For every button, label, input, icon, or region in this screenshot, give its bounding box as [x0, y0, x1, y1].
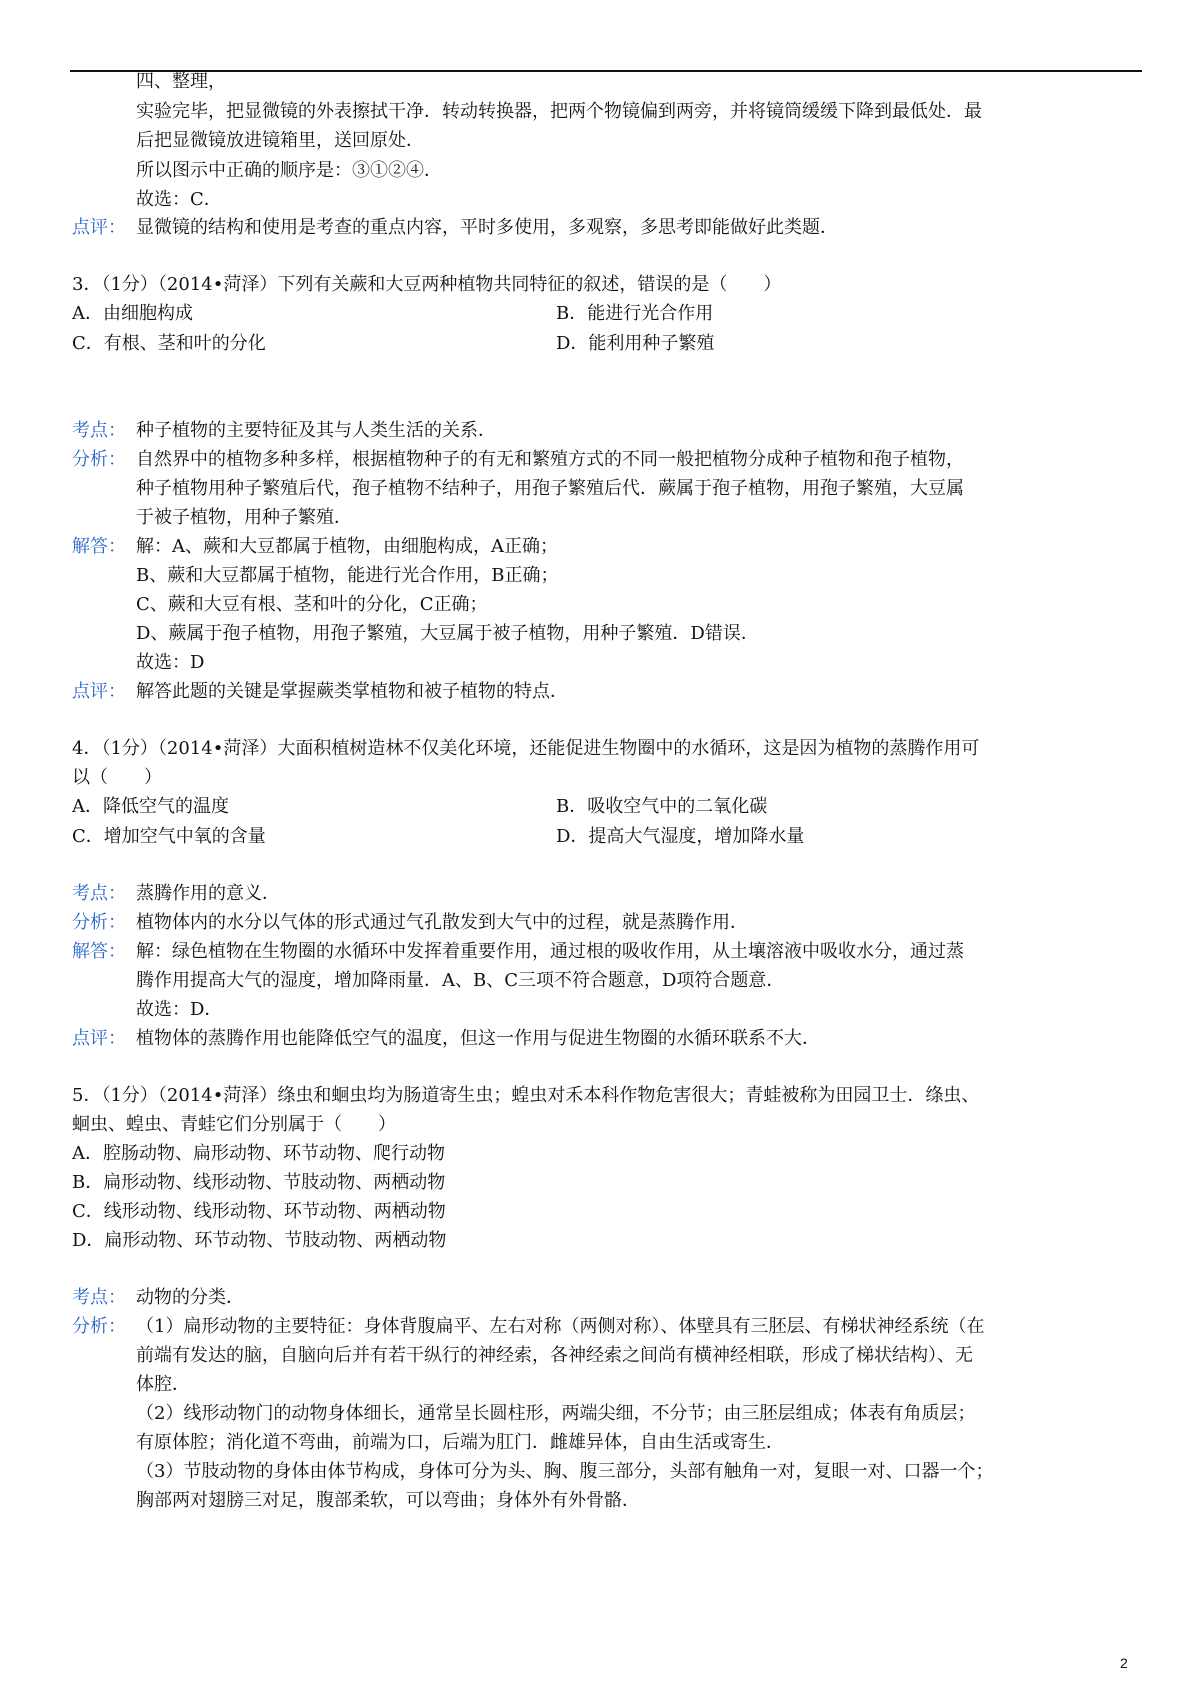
fenxi-line: （3）节肢动物的身体由体节构成，身体可分为头、胸、腹三部分，头部有触角一对，复眼一对、口器一个；: [136, 1461, 994, 1482]
prev-line: 故选：C．: [136, 189, 222, 210]
option-c: C．线形动物、线形动物、环节动物、两栖动物: [72, 1201, 446, 1222]
dianping-text: 显微镜的结构和使用是考查的重点内容，平时多使用，多观察，多思考即能做好此类题．: [136, 217, 838, 238]
prev-line: 四、整理，: [136, 71, 226, 92]
option-c: C．有根、茎和叶的分化: [72, 333, 266, 354]
question-stem: 5．（1分）（2014•菏泽）绦虫和蛔虫均为肠道寄生虫；蝗虫对禾本科作物危害很大；青蛙被称为田园卫士．绦虫、: [72, 1085, 980, 1106]
fenxi-line: 前端有发达的脑，自脑向后并有若干纵行的神经索，各神经索之间尚有横神经相联，形成了梯状结构）、无: [136, 1345, 973, 1366]
jieda-line: 解：绿色植物在生物圈的水循环中发挥着重要作用，通过根的吸收作用，从土壤溶液中吸收水分，通过蒸: [136, 941, 964, 962]
dianping-text: 植物体的蒸腾作用也能降低空气的温度，但这一作用与促进生物圈的水循环联系不大．: [136, 1028, 820, 1049]
prev-line: 后把显微镜放进镜箱里，送回原处．: [136, 130, 424, 151]
option-d: D．扁形动物、环节动物、节肢动物、两栖动物: [72, 1230, 447, 1251]
fenxi-line: （2）线形动物门的动物身体细长，通常呈长圆柱形，两端尖细，不分节；由三胚层组成；体表有角质层；: [136, 1403, 976, 1424]
fenxi-text: 植物体内的水分以气体的形式通过气孔散发到大气中的过程，就是蒸腾作用．: [136, 912, 748, 933]
header-rule: [70, 70, 1142, 72]
dianping-text: 解答此题的关键是掌握蕨类掌植物和被子植物的特点．: [136, 681, 568, 702]
option-a: A．由细胞构成: [72, 303, 193, 324]
kaodian-label: 考点：: [72, 1287, 126, 1308]
kaodian-label: 考点：: [72, 883, 126, 904]
option-a: A．降低空气的温度: [72, 796, 229, 817]
fenxi-label: 分析：: [72, 449, 126, 470]
fenxi-line: 体腔．: [136, 1374, 190, 1395]
dianping-label: 点评：: [72, 681, 126, 702]
question-stem: 蛔虫、蝗虫、青蛙它们分别属于（ ）: [72, 1114, 396, 1135]
prev-line: 所以图示中正确的顺序是：③①②④．: [136, 160, 442, 181]
jieda-line: D、蕨属于孢子植物，用孢子繁殖，大豆属于被子植物，用种子繁殖．D错误．: [136, 623, 759, 644]
jieda-line: 故选：D: [136, 652, 205, 673]
fenxi-line: （1）扁形动物的主要特征：身体背腹扁平、左右对称（两侧对称）、体壁具有三胚层、有梯状神经系统（在: [136, 1316, 985, 1337]
jieda-line: 腾作用提高大气的湿度，增加降雨量．A、B、C三项不符合题意，D项符合题意．: [136, 970, 785, 991]
fenxi-label: 分析：: [72, 912, 126, 933]
jieda-line: 故选：D．: [136, 999, 223, 1020]
kaodian-label: 考点：: [72, 420, 126, 441]
option-b: B．能进行光合作用: [556, 303, 714, 324]
fenxi-line: 胸部两对翅膀三对足，腹部柔软，可以弯曲；身体外有外骨骼．: [136, 1490, 640, 1511]
option-a: A．腔肠动物、扁形动物、环节动物、爬行动物: [72, 1143, 445, 1164]
kaodian-text: 种子植物的主要特征及其与人类生活的关系．: [136, 420, 496, 441]
dianping-label: 点评：: [72, 1028, 126, 1049]
jieda-line: C、蕨和大豆有根、茎和叶的分化，C正确；: [136, 594, 488, 615]
jieda-line: 解：A、蕨和大豆都属于植物，由细胞构成，A正确；: [136, 536, 558, 557]
question-stem: 3．（1分）（2014•菏泽）下列有关蕨和大豆两种植物共同特征的叙述，错误的是（ ）: [72, 274, 782, 295]
option-d: D．能利用种子繁殖: [556, 333, 715, 354]
option-b: B．扁形动物、线形动物、节肢动物、两栖动物: [72, 1172, 446, 1193]
jieda-line: B、蕨和大豆都属于植物，能进行光合作用，B正确；: [136, 565, 559, 586]
page-number: 2: [1120, 1655, 1128, 1671]
jieda-label: 解答：: [72, 941, 126, 962]
dianping-label: 点评：: [72, 217, 126, 238]
fenxi-line: 有原体腔；消化道不弯曲，前端为口，后端为肛门．雌雄异体，自由生活或寄生．: [136, 1432, 784, 1453]
fenxi-line: 于被子植物，用种子繁殖．: [136, 507, 352, 528]
option-b: B．吸收空气中的二氧化碳: [556, 796, 768, 817]
jieda-label: 解答：: [72, 536, 126, 557]
fenxi-line: 种子植物用种子繁殖后代，孢子植物不结种子，用孢子繁殖后代．蕨属于孢子植物，用孢子繁殖，大豆属: [136, 478, 964, 499]
kaodian-text: 动物的分类．: [136, 1287, 244, 1308]
question-stem: 以（ ）: [72, 767, 162, 788]
option-d: D．提高大气湿度，增加降水量: [556, 826, 805, 847]
option-c: C．增加空气中氧的含量: [72, 826, 266, 847]
prev-line: 实验完毕，把显微镜的外表擦拭干净．转动转换器，把两个物镜偏到两旁，并将镜筒缓缓下降到最低处．最: [136, 101, 982, 122]
fenxi-label: 分析：: [72, 1316, 126, 1337]
question-stem: 4．（1分）（2014•菏泽）大面积植树造林不仅美化环境，还能促进生物圈中的水循环，这是因为植物的蒸腾作用可: [72, 738, 980, 759]
fenxi-line: 自然界中的植物多种多样，根据植物种子的有无和繁殖方式的不同一般把植物分成种子植物和孢子植物，: [136, 449, 964, 470]
kaodian-text: 蒸腾作用的意义．: [136, 883, 280, 904]
